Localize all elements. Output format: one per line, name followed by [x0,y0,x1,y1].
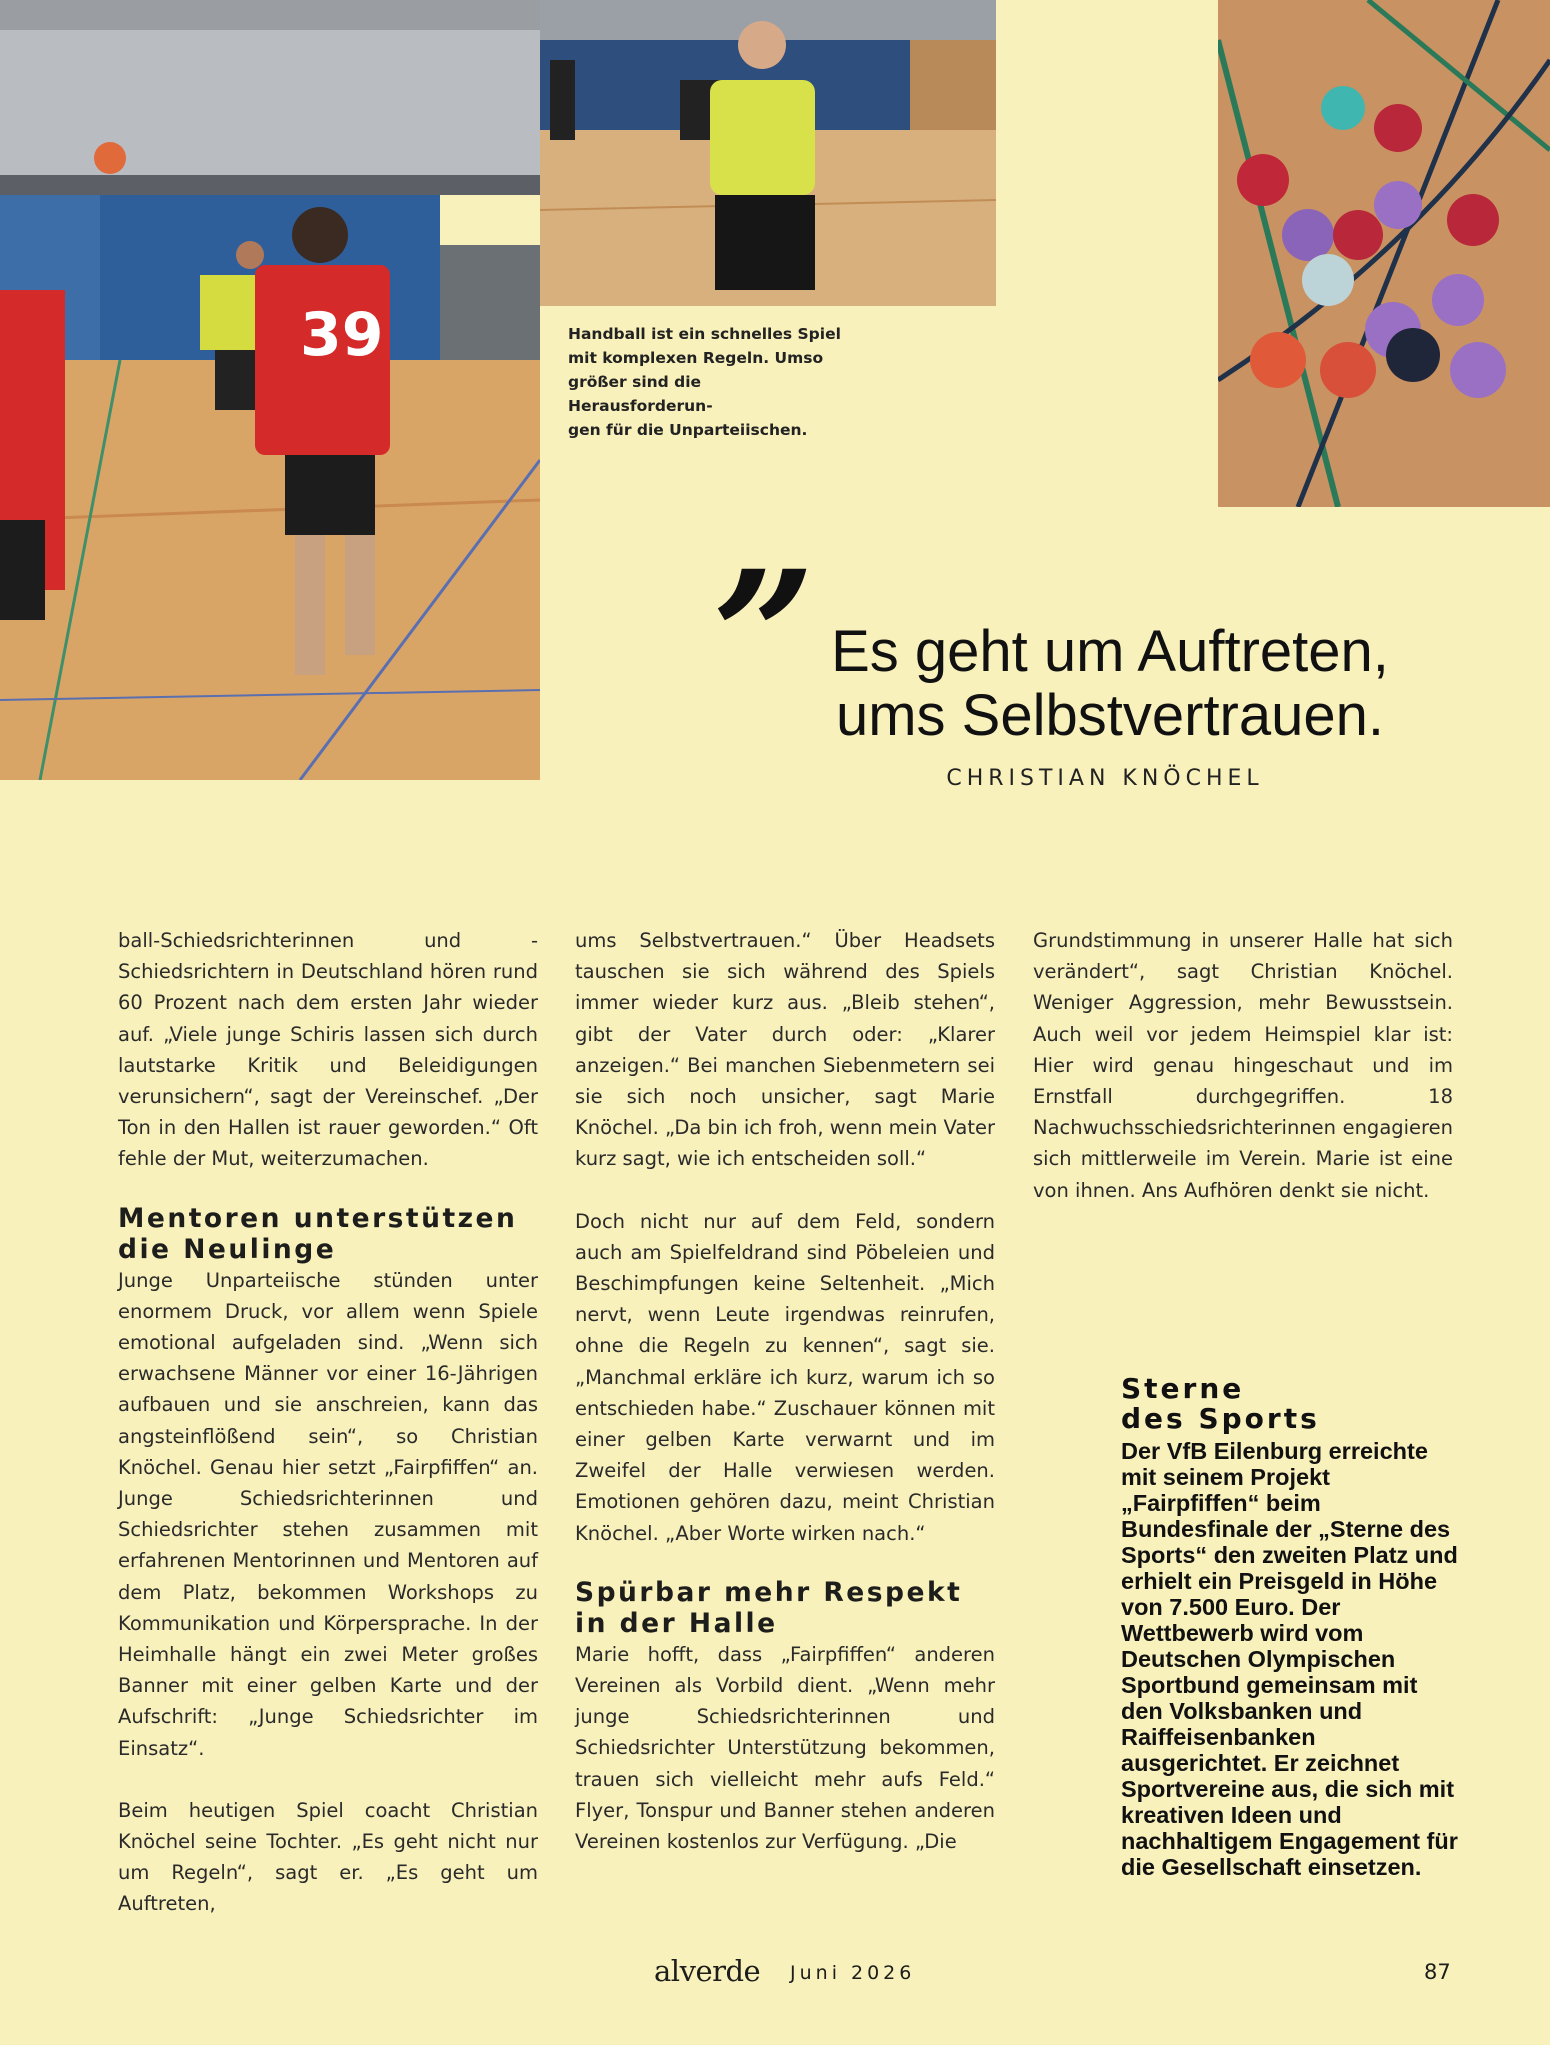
info-box [1121,1374,1461,1880]
info-box-body: Der VfB Eilenburg erreichte mit seinem Projekt „Fairpfiffen“ beim Bundesfinale der „Sterne des Sports“ den zweiten Platz und erhielt ein Preisgeld in Höhe von 7.500 Euro. Der Wettbewerb wird vom Deutschen Olympischen Sportbund gemeinsam mit den Volksbanken und Raiffeisenbanken ausgerichtet. Er zeichnet Sportvereine aus, die sich mit kreativen Ideen und nachhaltigem Engagement für die Gesellschaft einsetzen. [1121,1438,1458,1880]
handball-game-photo [0,0,540,780]
magazine-logo: alverde [654,1954,761,1988]
handballs-on-court-photo [1218,0,1550,507]
photo-caption: Handball ist ein schnelles Spiel mit komplexen Regeln. Umso größer sind die Herausforderun- gen für die Unparteiischen. [568,325,841,439]
article-column-3 [1033,925,1453,1206]
article-paragraph: Doch nicht nur auf dem Feld, sondern auch am Spielfeldrand sind Pöbeleien und Beschimpfungen keine Seltenheit. „Mich nervt, wenn Leute irgendwas reinrufen, ohne die Regeln zu kennen“, sagt sie. „Manchmal erkläre ich kurz, warum ich so entschieden habe.“ Zuschauer können mit einer gelben Karte verwarnt und im Zweifel der Halle verwiesen werden. Emotionen gehören dazu, meint Christian Knöchel. „Aber Worte wirken nach.“ [575,1209,995,1545]
article-column-2 [575,925,995,1857]
quote-mark-icon: ” [712,532,816,743]
page-number: 87 [1424,1960,1451,1984]
info-box-title: Sterne des Sports [1121,1372,1320,1435]
article-paragraph: ums Selbstvertrauen.“ Über Headsets tauschen sie sich während des Spiels immer wieder kurz aus. „Bleib stehen“, gibt der Vater durch oder: „Klarer anzeigen.“ Bei manchen Siebenmetern sei sie sich noch unsicher, sagt Marie Knöchel. „Da bin ich froh, wenn mein Vater kurz sagt, wie ich entscheiden soll.“ [575,929,995,1171]
article-paragraph: Beim heutigen Spiel coacht Christian Knöchel seine Tochter. „Es geht nicht nur um Regeln“, sagt er. „Es geht um Auftreten, [118,1798,538,1916]
referee-photo [540,0,996,306]
svg-text:39: 39 [300,300,384,370]
article-paragraph: Marie hofft, dass „Fairpfiffen“ anderen Vereinen als Vorbild dient. „Wenn mehr junge Schiedsrichterinnen und Schiedsrichter Unterstützung bekommen, trauen sich vielleicht mehr aufs Feld.“ Flyer, Tonspur und Banner stehen anderen Vereinen kostenlos zur Verfügung. „Die [575,1642,995,1854]
article-paragraph: Grundstimmung in unserer Halle hat sich verändert“, sagt Christian Knöchel. Weniger Aggression, mehr Bewusstsein. Auch weil vor jedem Heimspiel klar ist: Hier wird genau hingeschaut und im Ernstfall durchgegriffen. 18 Nachwuchsschiedsrichterinnen engagieren sich mittlerweile im Verein. Marie ist eine von ihnen. Ans Aufhören denkt sie nicht. [1033,929,1453,1202]
section-heading: Mentoren unterstützen die Neulinge [118,1202,518,1265]
pull-quote: Es geht um Auftreten, ums Selbstvertrauen. [831,619,1389,748]
section-heading: Spürbar mehr Respekt in der Halle [575,1576,963,1639]
article-paragraph: Junge Unparteiische stünden unter enormem Druck, vor allem wenn Spiele emotional aufgeladen sind. „Wenn sich erwachsene Männer vor einer 16-Jährigen aufbauen und sie anschreien, kann das angsteinflößend sein“, so Christian Knöchel. Genau hier setzt „Fairpfiffen“ an. Junge Schiedsrichterinnen und Schiedsrichter stehen zusammen mit erfahrenen Mentorinnen und Mentoren auf dem Platz, bekommen Workshops zu Kommunikation und Körpersprache. In der Heimhalle hängt ein zwei Meter großes Banner mit einer gelben Karte und der Aufschrift: „Junge Schiedsrichter im Einsatz“. [118,1268,538,1760]
quote-author: CHRISTIAN KNÖCHEL [946,766,1264,791]
issue-date: Juni 2026 [790,1962,916,1984]
article-column-1 [118,925,538,1920]
article-paragraph: ball-Schiedsrichterinnen und -Schiedsrichtern in Deutschland hören rund 60 Prozent nach dem ersten Jahr wieder auf. „Viele junge Schiris lassen sich durch lautstarke Kritik und Beleidigungen verunsichern“, sagt der Vereinschef. „Der Ton in den Hallen ist rauer geworden.“ Oft fehle der Mut, weiterzumachen. [118,929,538,1171]
